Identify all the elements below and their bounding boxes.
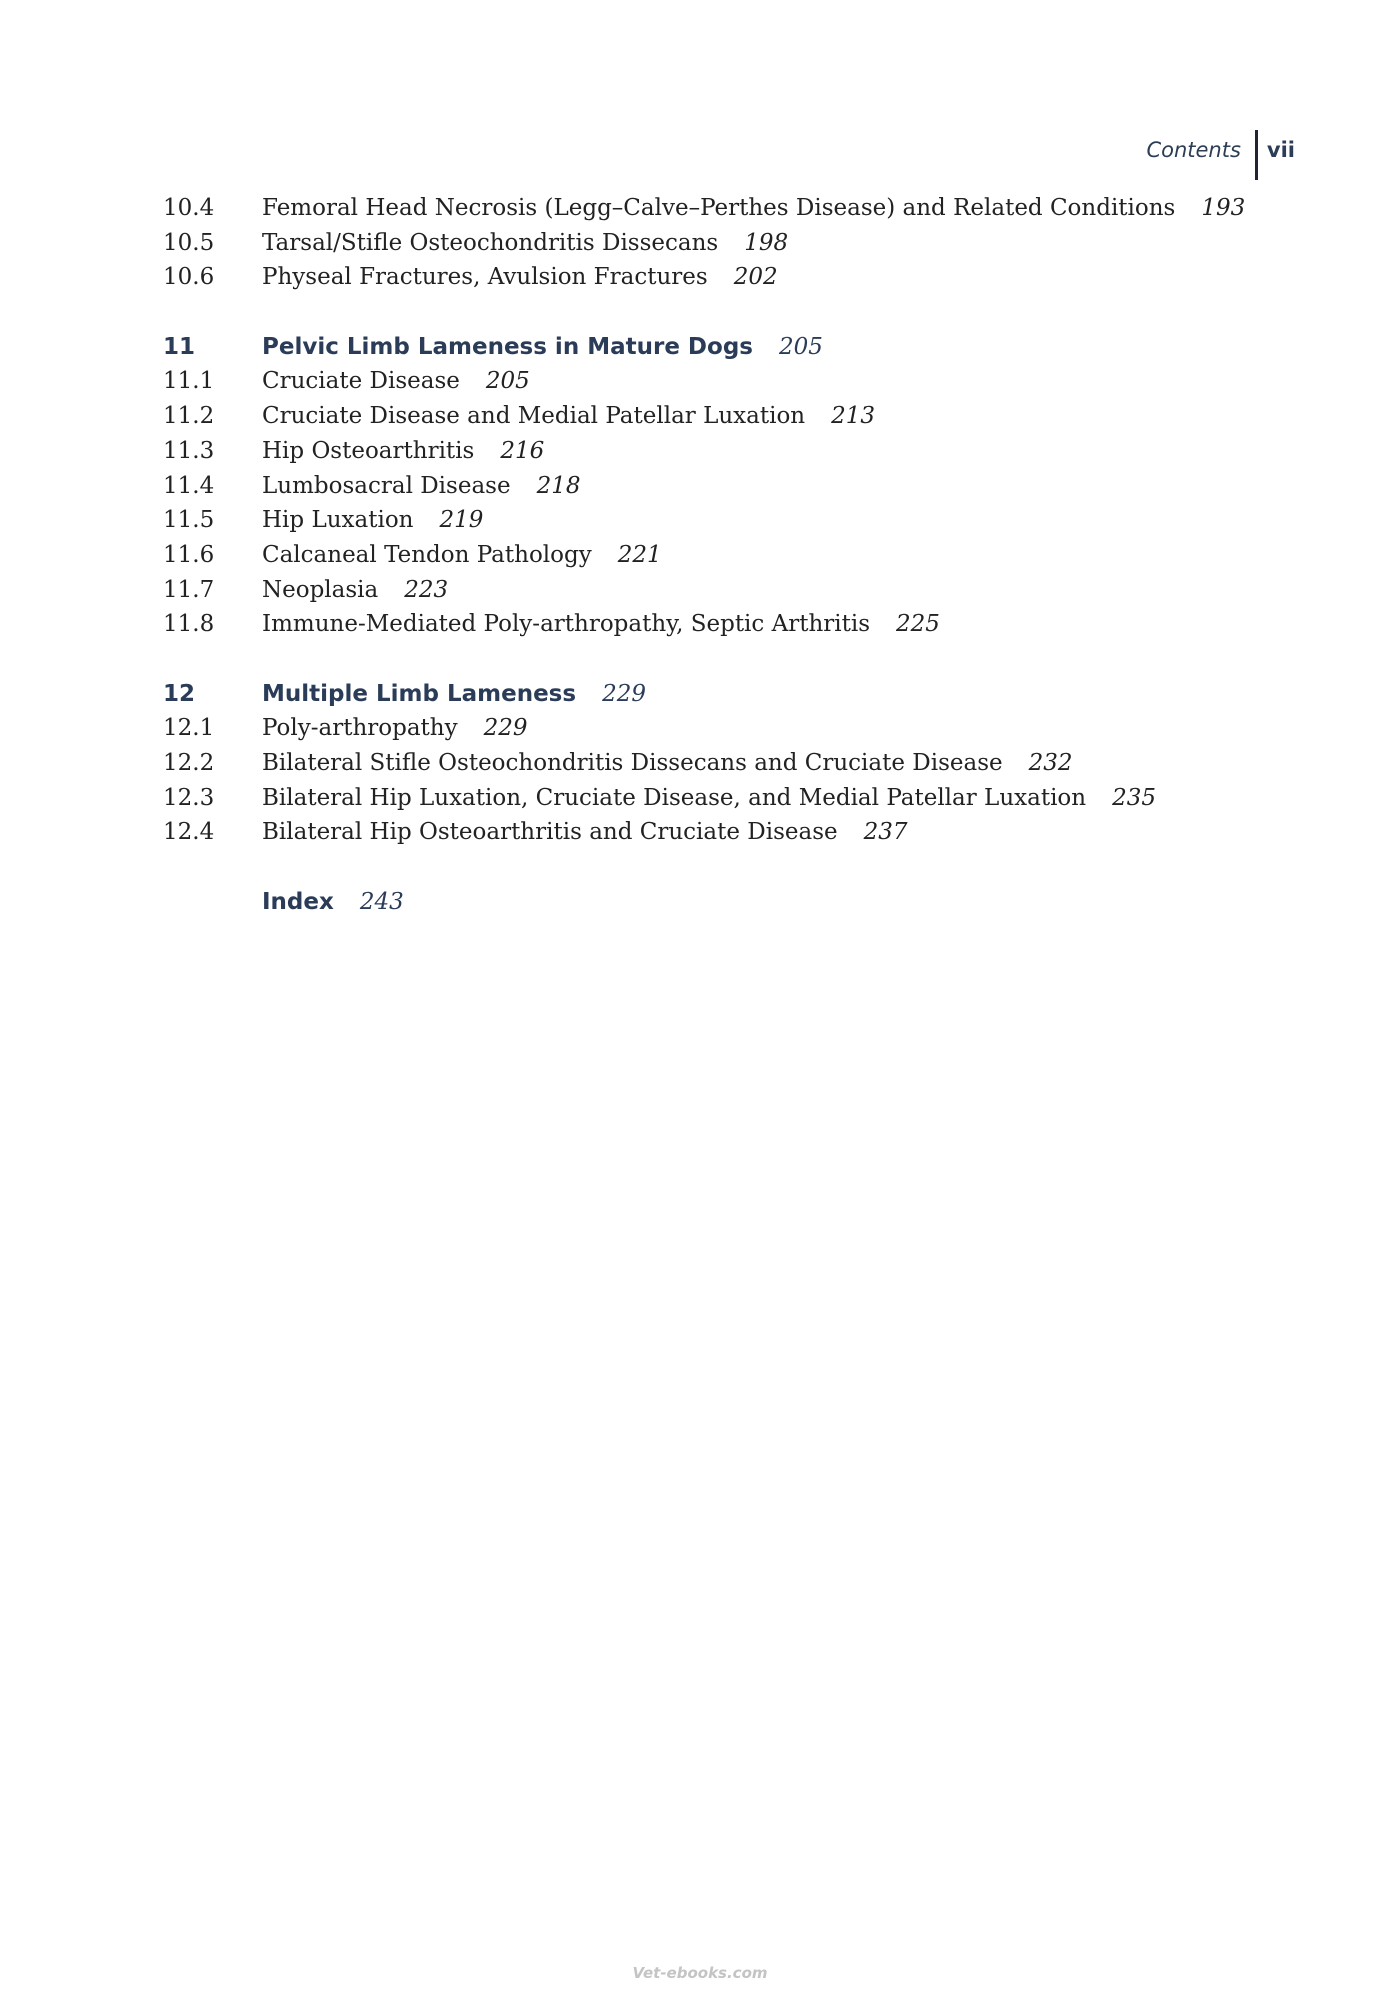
- toc-entry-number: 10.4: [163, 195, 215, 221]
- toc-entry-number: 12.1: [163, 715, 215, 742]
- toc-entry-10-5[interactable]: [163, 230, 1293, 265]
- toc-entry-number: 11.2: [163, 403, 215, 430]
- toc-entry-title: Calcaneal Tendon Pathology: [262, 541, 592, 568]
- toc-entry-page: 235: [1112, 784, 1156, 811]
- toc-chapter-11[interactable]: [163, 334, 1293, 369]
- toc-index-page: 243: [359, 888, 404, 915]
- toc-entry-11-4[interactable]: [163, 473, 1293, 508]
- toc-entry-number: 11.6: [163, 541, 215, 568]
- toc-entry-title: Hip Osteoarthritis: [262, 437, 475, 464]
- toc-entry-page: 205: [485, 368, 530, 395]
- toc-entry-page: 229: [483, 715, 528, 742]
- running-head: [1146, 130, 1295, 180]
- toc-entry-title: Poly-arthropathy: [262, 715, 458, 742]
- toc-chapter-page: 205: [778, 333, 823, 360]
- toc-entry-title: Cruciate Disease and Medial Patellar Luxation: [262, 403, 806, 430]
- toc-chapter-page: 229: [602, 680, 646, 707]
- toc-entry-11-1[interactable]: [163, 368, 1293, 403]
- toc-entry-page: 232: [1028, 750, 1073, 776]
- toc-entry-11-6[interactable]: [163, 542, 1293, 577]
- toc-entry-title: Femoral Head Necrosis (Legg–Calve–Perthes Disease) and Related Conditions: [262, 195, 1176, 221]
- toc-spacer: [163, 299, 1293, 334]
- toc-chapter-number: 11: [163, 333, 196, 360]
- toc-entry-title: Immune-Mediated Poly-arthropathy, Septic Arthritis: [262, 611, 871, 638]
- toc-entry-12-4[interactable]: [163, 819, 1293, 854]
- toc-entry-number: 11.1: [163, 368, 215, 395]
- toc-entry-page: 198: [744, 229, 789, 256]
- toc-spacer: [163, 646, 1293, 681]
- toc-entry-title: Bilateral Hip Luxation, Cruciate Disease, and Medial Patellar Luxation: [262, 784, 1087, 811]
- toc-entry-11-2[interactable]: [163, 403, 1293, 438]
- toc-entry-title: Lumbosacral Disease: [262, 472, 511, 499]
- toc-entry-number: 12.2: [163, 750, 215, 776]
- toc-entry-number: 11.7: [163, 576, 215, 603]
- toc-entry-title: Bilateral Stifle Osteochondritis Dissecans and Cruciate Disease: [262, 750, 1003, 776]
- toc-entry-title: Cruciate Disease: [262, 368, 460, 395]
- toc-entry-number: 11.5: [163, 507, 215, 534]
- toc-entry-page: 193: [1201, 195, 1246, 221]
- toc-entry-title: Neoplasia: [262, 576, 379, 603]
- toc-entry-12-1[interactable]: [163, 715, 1293, 750]
- watermark: Vet-ebooks.com: [632, 1964, 768, 1982]
- toc-entry-page: 202: [733, 264, 778, 291]
- toc-entry-number: 12.3: [163, 784, 215, 811]
- toc-entry-10-4[interactable]: [163, 195, 1293, 230]
- toc-entry-page: 213: [831, 403, 876, 430]
- toc-index[interactable]: [163, 889, 1293, 924]
- toc-entry-number: 10.5: [163, 229, 215, 256]
- page-number: vii: [1266, 138, 1295, 162]
- toc-entry-page: 218: [536, 472, 581, 499]
- toc-entry-11-8[interactable]: [163, 611, 1293, 646]
- toc-entry-number: 10.6: [163, 264, 215, 291]
- toc-entry-number: 11.8: [163, 611, 215, 638]
- toc-entry-12-3[interactable]: [163, 785, 1293, 820]
- toc-entry-page: 221: [617, 541, 662, 568]
- toc-entry-11-3[interactable]: [163, 438, 1293, 473]
- toc-entry-number: 12.4: [163, 819, 215, 846]
- toc-entry-title: Tarsal/Stifle Osteochondritis Dissecans: [262, 229, 719, 256]
- toc-entry-10-6[interactable]: [163, 264, 1293, 299]
- toc-entry-11-5[interactable]: [163, 507, 1293, 542]
- toc-entry-page: 216: [500, 437, 545, 464]
- toc-chapter-12[interactable]: [163, 681, 1293, 716]
- toc-spacer: [163, 854, 1293, 889]
- running-head-section: Contents: [1146, 138, 1241, 162]
- toc-entry-page: 237: [863, 819, 908, 846]
- toc-entry-page: 219: [439, 507, 484, 534]
- toc-entry-number: 11.4: [163, 472, 215, 499]
- toc-entry-12-2[interactable]: [163, 750, 1293, 785]
- toc-entry-page: 223: [404, 576, 449, 603]
- toc-entry-page: 225: [896, 611, 940, 638]
- toc-entry-title: Hip Luxation: [262, 507, 414, 534]
- toc-entry-number: 11.3: [163, 437, 215, 464]
- table-of-contents: [163, 195, 1293, 923]
- toc-entry-title: Bilateral Hip Osteoarthritis and Cruciate Disease: [262, 819, 838, 846]
- toc-chapter-number: 12: [163, 680, 196, 707]
- toc-chapter-title: Multiple Limb Lameness: [262, 680, 577, 707]
- toc-index-title: Index: [262, 888, 334, 915]
- toc-entry-title: Physeal Fractures, Avulsion Fractures: [262, 264, 708, 291]
- toc-entry-11-7[interactable]: [163, 577, 1293, 612]
- toc-chapter-title: Pelvic Limb Lameness in Mature Dogs: [262, 333, 753, 360]
